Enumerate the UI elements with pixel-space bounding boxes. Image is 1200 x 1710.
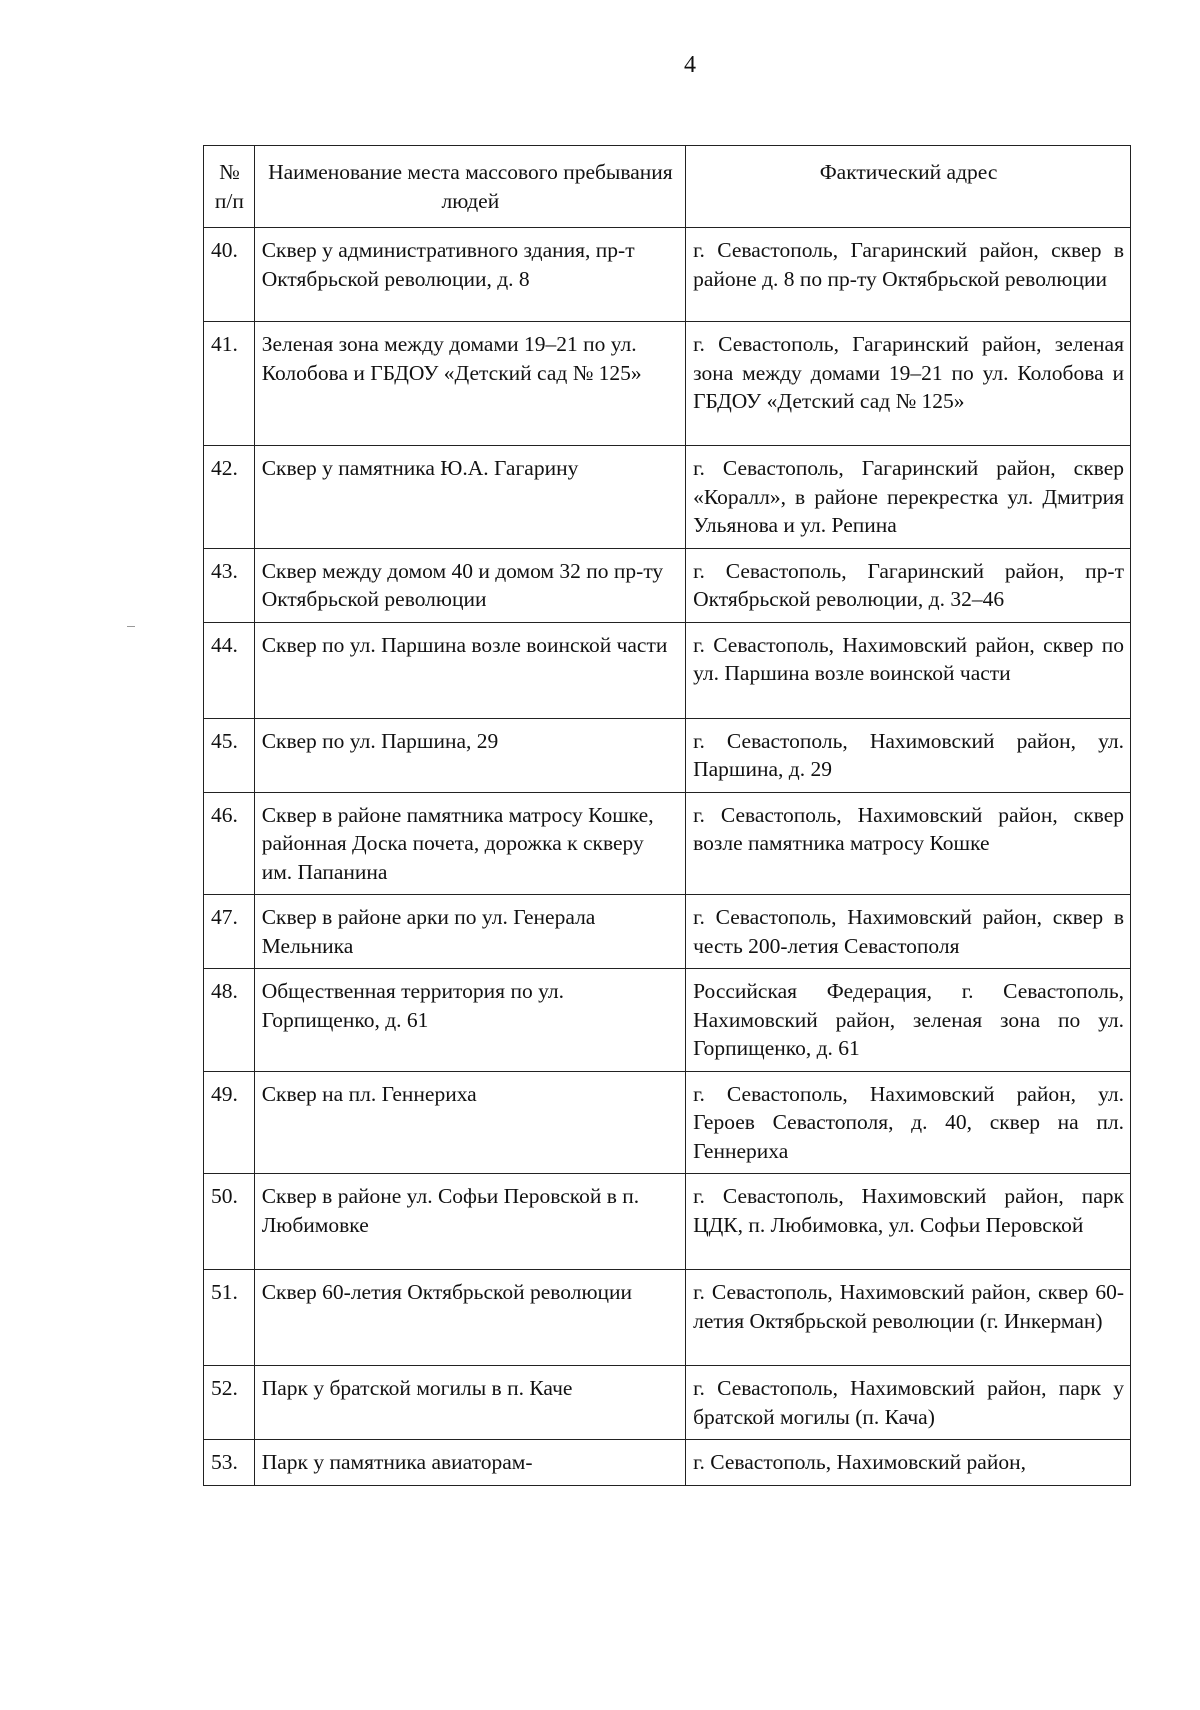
place-name: Зеленая зона между домами 19–21 по ул. Колобова и ГБДОУ «Детский сад № 125» — [254, 322, 685, 446]
page-number: 4 — [684, 52, 696, 78]
place-address: г. Севастополь, Нахимовский район, сквер возле памятника матросу Кошке — [686, 792, 1131, 895]
row-number: 47. — [204, 895, 255, 969]
table-row — [204, 1174, 1131, 1270]
row-number: 52. — [204, 1366, 255, 1440]
table-row — [204, 969, 1131, 1072]
table-row — [204, 1071, 1131, 1174]
table-row — [204, 1440, 1131, 1486]
row-number: 49. — [204, 1071, 255, 1174]
place-address: г. Севастополь, Нахимовский район, ул. Героев Севастополя, д. 40, сквер на пл. Геннериха — [686, 1071, 1131, 1174]
place-address: г. Севастополь, Гагаринский район, пр-т Октябрьской революции, д. 32–46 — [686, 548, 1131, 622]
place-name: Сквер по ул. Паршина, 29 — [254, 718, 685, 792]
margin-mark — [127, 626, 135, 627]
row-number: 45. — [204, 718, 255, 792]
row-number: 42. — [204, 446, 255, 549]
header-num: № п/п — [204, 146, 255, 228]
place-address: г. Севастополь, Нахимовский район, сквер по ул. Паршина возле воинской части — [686, 622, 1131, 718]
row-number: 40. — [204, 228, 255, 322]
place-address: г. Севастополь, Гагаринский район, сквер «Коралл», в районе перекрестка ул. Дмитрия Ульянова и ул. Репина — [686, 446, 1131, 549]
place-name: Сквер у административного здания, пр-т Октябрьской революции, д. 8 — [254, 228, 685, 322]
row-number: 41. — [204, 322, 255, 446]
row-number: 51. — [204, 1270, 255, 1366]
place-name: Сквер в районе ул. Софьи Перовской в п. Любимовке — [254, 1174, 685, 1270]
place-address: г. Севастополь, Нахимовский район, сквер 60-летия Октябрьской революции (г. Инкерман) — [686, 1270, 1131, 1366]
table-body — [204, 228, 1131, 1486]
table-row — [204, 718, 1131, 792]
place-address: г. Севастополь, Гагаринский район, сквер в районе д. 8 по пр-ту Октябрьской революции — [686, 228, 1131, 322]
place-name: Сквер на пл. Геннериха — [254, 1071, 685, 1174]
table-row — [204, 895, 1131, 969]
table-row — [204, 1270, 1131, 1366]
places-table — [203, 145, 1131, 1486]
table-row — [204, 322, 1131, 446]
place-name: Общественная территория по ул. Горпищенко, д. 61 — [254, 969, 685, 1072]
row-number: 53. — [204, 1440, 255, 1486]
row-number: 46. — [204, 792, 255, 895]
place-address: г. Севастополь, Нахимовский район, — [686, 1440, 1131, 1486]
place-address: г. Севастополь, Нахимовский район, парк ЦДК, п. Любимовка, ул. Софьи Перовской — [686, 1174, 1131, 1270]
row-number: 50. — [204, 1174, 255, 1270]
header-address: Фактический адрес — [686, 146, 1131, 228]
header-name: Наименование места массового пребывания людей — [254, 146, 685, 228]
place-address: г. Севастополь, Нахимовский район, ул. Паршина, д. 29 — [686, 718, 1131, 792]
table-row — [204, 1366, 1131, 1440]
place-address: г. Севастополь, Нахимовский район, парк у братской могилы (п. Кача) — [686, 1366, 1131, 1440]
table-row — [204, 548, 1131, 622]
table-row — [204, 228, 1131, 322]
place-address: г. Севастополь, Нахимовский район, сквер в честь 200-летия Севастополя — [686, 895, 1131, 969]
row-number: 48. — [204, 969, 255, 1072]
place-name: Парк у братской могилы в п. Каче — [254, 1366, 685, 1440]
place-name: Сквер между домом 40 и домом 32 по пр-ту Октябрьской революции — [254, 548, 685, 622]
place-address: г. Севастополь, Гагаринский район, зеленая зона между домами 19–21 по ул. Колобова и ГБДОУ «Детский сад № 125» — [686, 322, 1131, 446]
place-name: Сквер по ул. Паршина возле воинской части — [254, 622, 685, 718]
place-address: Российская Федерация, г. Севастополь, Нахимовский район, зеленая зона по ул. Горпищенко, д. 61 — [686, 969, 1131, 1072]
place-name: Сквер в районе арки по ул. Генерала Мельника — [254, 895, 685, 969]
place-name: Сквер 60-летия Октябрьской революции — [254, 1270, 685, 1366]
place-name: Сквер у памятника Ю.А. Гагарину — [254, 446, 685, 549]
place-name: Сквер в районе памятника матросу Кошке, районная Доска почета, дорожка к скверу им. Папанина — [254, 792, 685, 895]
table-row — [204, 446, 1131, 549]
table-row — [204, 792, 1131, 895]
table-row — [204, 622, 1131, 718]
place-name: Парк у памятника авиаторам- — [254, 1440, 685, 1486]
row-number: 44. — [204, 622, 255, 718]
row-number: 43. — [204, 548, 255, 622]
table-header-row — [204, 146, 1131, 228]
